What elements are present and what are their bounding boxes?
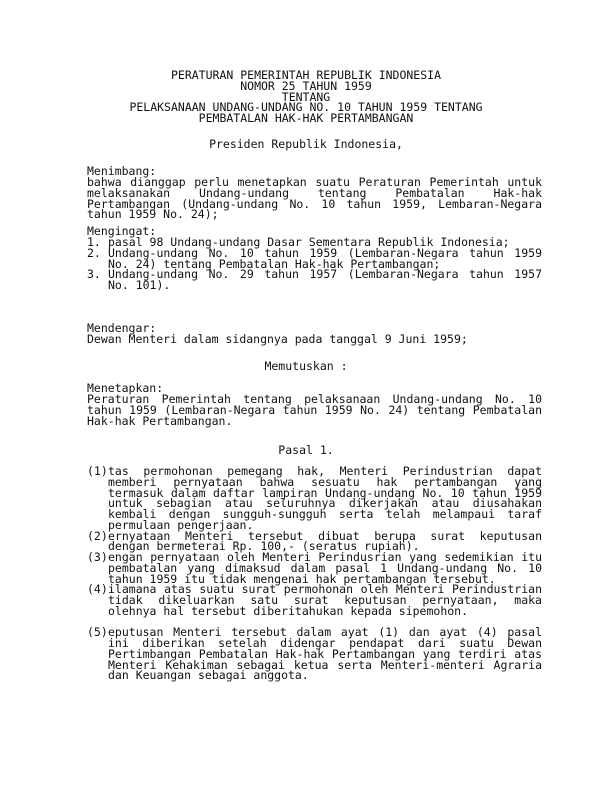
mendengar-text: Dewan Menteri dalam sidangnya pada tanggal 9 Juni 1959; xyxy=(87,332,468,346)
item-text: Undang-undang No. 10 tahun 1959 (Lembaran-Negara tahun 1959 No. 24) tentang Pembatalan Hak-hak Pertambangan; xyxy=(108,245,542,271)
title-line-4: PELAKSANAAN UNDANG-UNDANG NO. 10 TAHUN 1959 TENTANG xyxy=(129,100,483,115)
pasal-title: Pasal 1. xyxy=(278,443,334,457)
ayat-text: eputusan Menteri tersebut dalam ayat (1) dan ayat (4) pasal ini diberikan setelah didengar pendapat dari suatu Dewan Pertimbangan Pembatalan Hak-hak Pertambangan yang terdiri atas Menteri Kehakiman sebagai ketua serta Menteri-menteri Agraria dan Keuangan sebagai anggota. xyxy=(108,625,542,683)
ayat-text: tas permohonan pemegang hak, Menteri Perindustrian dapat memberi pernyataan bahwa sesuatu hak pertambangan yang termasuk dalam daftar lampiran Undang-undang No. 10 tahun 1959 untuk sebagian atau seluruhnya dikerjakan atau diusahakan kembali dengan sungguh-sungguh serta telah melampaui taraf permulaan pengerjaan. xyxy=(108,464,542,532)
ayat-number: (4) xyxy=(87,582,108,597)
ayat-number: (1) xyxy=(87,464,108,478)
ayat-text: ernyataan Menteri tersebut dibuat berupa surat keputusan dengan bermeterai Rp. 100,- (seratus rupiah). xyxy=(108,528,542,554)
title-line-3: TENTANG xyxy=(281,89,331,104)
item-text: Undang-undang No. 29 tahun 1957 (Lembaran-Negara tahun 1957 No. 101). xyxy=(108,267,542,292)
president-line: Presiden Republik Indonesia, xyxy=(209,137,403,151)
title-line-2: NOMOR 25 TAHUN 1959 xyxy=(240,78,372,93)
item-number: 1. xyxy=(87,235,101,249)
mengingat-label: Mengingat: xyxy=(87,224,157,238)
menetapkan-label: Menetapkan: xyxy=(87,381,164,395)
ayat-text: ilamana atas suatu surat permohonan oleh Menteri Perindustrian tidak dikeluarkan satu surat keputusan pernyataan, maka olehnya hal tersebut diberitahukan kepada sipemohon. xyxy=(108,582,542,618)
menimbang-label: Menimbang: xyxy=(87,164,157,178)
ayat-number: (3) xyxy=(87,550,108,564)
title-line-5: PEMBATALAN HAK-HAK PERTAMBANGAN xyxy=(198,111,414,125)
memutuskan-heading: Memutuskan : xyxy=(264,359,348,373)
item-text: pasal 98 Undang-undang Dasar Sementara Republik Indonesia; xyxy=(108,235,510,249)
mendengar-label: Mendengar: xyxy=(87,321,157,335)
ayat-text: engan pernyataan oleh Menteri Perindusrian yang sedemikian itu pembatalan yang dimaksud dalam pasal 1 Undang-undang No. 10 tahun 1959 itu tidak mengenai hak pertambangan tersebut. xyxy=(108,550,542,586)
menetapkan-text: Peraturan Pemerintah tentang pelaksanaan Undang-undang No. 10 tahun 1959 (Lembaran-Negara tahun 1959 No. 24) tentang Pembatalan Hak-hak Pertambangan. xyxy=(87,392,542,428)
ayat-number: (2) xyxy=(87,528,108,543)
ayat-number: (5) xyxy=(87,625,108,640)
item-number: 3. xyxy=(87,267,101,282)
title-line-1: PERATURAN PEMERINTAH REPUBLIK INDONESIA xyxy=(170,68,442,82)
item-number: 2. xyxy=(87,245,101,260)
menimbang-text: bahwa dianggap perlu menetapkan suatu Peraturan Pemerintah untuk melaksanakan Undang-undang tentang Pembatalan Hak-hak Pertambangan (Undang-undang No. 10 tahun 1959, Lembaran-Negara tahun 1959 No. 24); xyxy=(87,175,542,222)
